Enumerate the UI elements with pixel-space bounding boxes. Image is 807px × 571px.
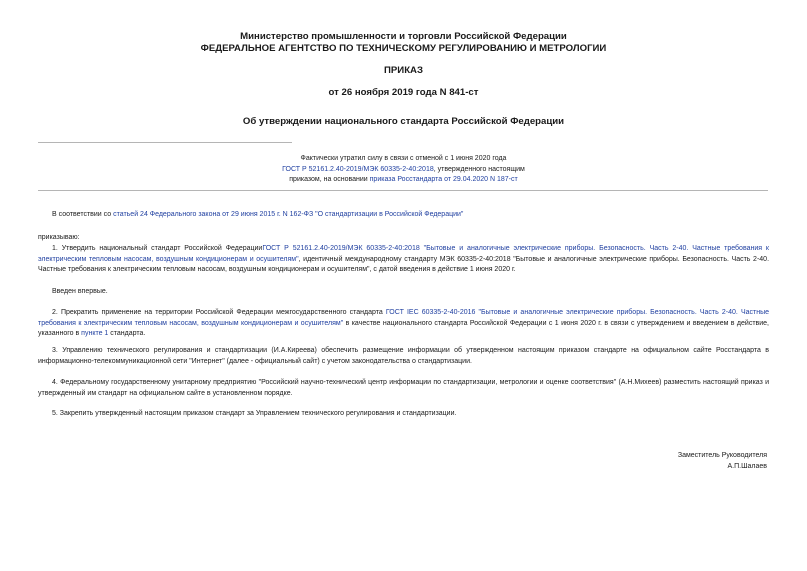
prikazyvayu: приказываю: — [38, 234, 80, 241]
doc-type: ПРИКАЗ — [384, 65, 423, 76]
item-4: 4. Федеральному государственному унитарному предприятию "Российский научно-технический центр информации по стандартизации, метрологии и оценке соответствия" (А.Н.Михеев) разместить настоящий приказ и утвержденный им стандарт на официальном сайте в установленном порядке. — [38, 379, 769, 397]
status-note-link-order[interactable]: приказа Росстандарта от 29.04.2020 N 187-ст — [369, 176, 518, 183]
doc-title: Об утверждении национального стандарта Российской Федерации — [242, 116, 565, 127]
vveden-vpervye: Введен впервые. — [52, 288, 108, 295]
signature-name: А.П.Шалаев — [727, 463, 767, 470]
ministry-heading: Министерство промышленности и торговли Российской Федерации — [240, 31, 567, 42]
preamble: В соответствии со статьей 24 Федерального закона от 29 июня 2015 г. N 162-ФЗ "О стандартизации в Российской Федерации" — [52, 211, 464, 218]
status-note-line1: Фактически утратил силу в связи с отменой с 1 июня 2020 года — [300, 155, 507, 162]
item-2-punkt-link[interactable]: пункте 1 — [81, 330, 109, 338]
item-2: 2. Прекратить применение на территории Российской Федерации межгосударственного стандарта ГОСТ IEC 60335-2-40-2016 "Бытовые и аналогичные электрические приборы. Безопасность. Часть 2-40. Частные требования к электрическим тепловым насосам, воздушным кондиционерам и осушителям" в качестве национального стандарта Российской Федерации с 1 июня 2020 г. в связи с утверждением и введением в действие, указанного в пункте 1 стандарта. — [38, 309, 770, 338]
item-1: 1. Утвердить национальный стандарт Российской ФедерацииГОСТ Р 52161.2.40-2019/МЭК 60335-2-40:2018 "Бытовые и аналогичные электрические приборы. Безопасность. Часть 2-40. Частные требования к электрическим тепловым насосам, воздушным кондиционерам и осушителям", идентичный международному стандарту МЭК 60335-2-40:2018 "Бытовые и аналогичные электрические приборы. Безопасность. Часть 2-40. Частные требования к электрическим тепловым насосам, воздушным кондиционерам и осушителям", с датой введения в действие 1 июня 2020 г. — [38, 245, 770, 274]
status-note-line2: ГОСТ Р 52161.2.40-2019/МЭК 60335-2-40:2018, утвержденного настоящим — [282, 165, 525, 173]
signature-position: Заместитель Руководителя — [677, 452, 767, 459]
item-2-standard-link[interactable]: ГОСТ IEC 60335-2-40-2016 "Бытовые и аналогичные электрические приборы. Безопасность. Часть 2-40. Частные требования к электрическим тепловым насосам, воздушным кондиционерам и осушителям" — [38, 309, 770, 327]
item-5: 5. Закрепить утвержденный настоящим приказом стандарт за Управлением технического регулирования и стандартизации. — [52, 410, 457, 417]
preamble-law-link[interactable]: статьей 24 Федерального закона от 29 июня 2015 г. N 162-ФЗ "О стандартизации в Российской Федерации" — [113, 211, 464, 218]
status-note-link-gost[interactable]: ГОСТ Р 52161.2.40-2019/МЭК 60335-2-40:2018 — [282, 165, 434, 173]
item-1-standard-link[interactable]: ГОСТ Р 52161.2.40-2019/МЭК 60335-2-40:2018 "Бытовые и аналогичные электрические приборы. Безопасность. Часть 2-40. Частные требования к электрическим тепловым насосам, воздушным кондиционерам и осушителям" — [38, 245, 769, 263]
doc-date: от 26 ноября 2019 года N 841-ст — [328, 87, 479, 98]
signature-block — [678, 450, 767, 472]
status-note-line3: приказом, на основании приказа Росстандарта от 29.04.2020 N 187-ст — [289, 176, 518, 183]
agency-heading: ФЕДЕРАЛЬНОЕ АГЕНТСТВО ПО ТЕХНИЧЕСКОМУ РЕГУЛИРОВАНИЮ И МЕТРОЛОГИИ — [200, 43, 607, 54]
status-note — [140, 154, 667, 186]
separator-top — [38, 142, 292, 143]
separator-bottom — [38, 190, 768, 191]
item-3: 3. Управлению технического регулирования и стандартизации (И.А.Киреева) обеспечить размещение информации об утвержденном настоящим приказом стандарте на официальном сайте Росстандарта в информационно-телекоммуникационной сети "Интернет" (далее - официальный сайт) с учетом законодательства о стандартизации. — [38, 347, 769, 365]
